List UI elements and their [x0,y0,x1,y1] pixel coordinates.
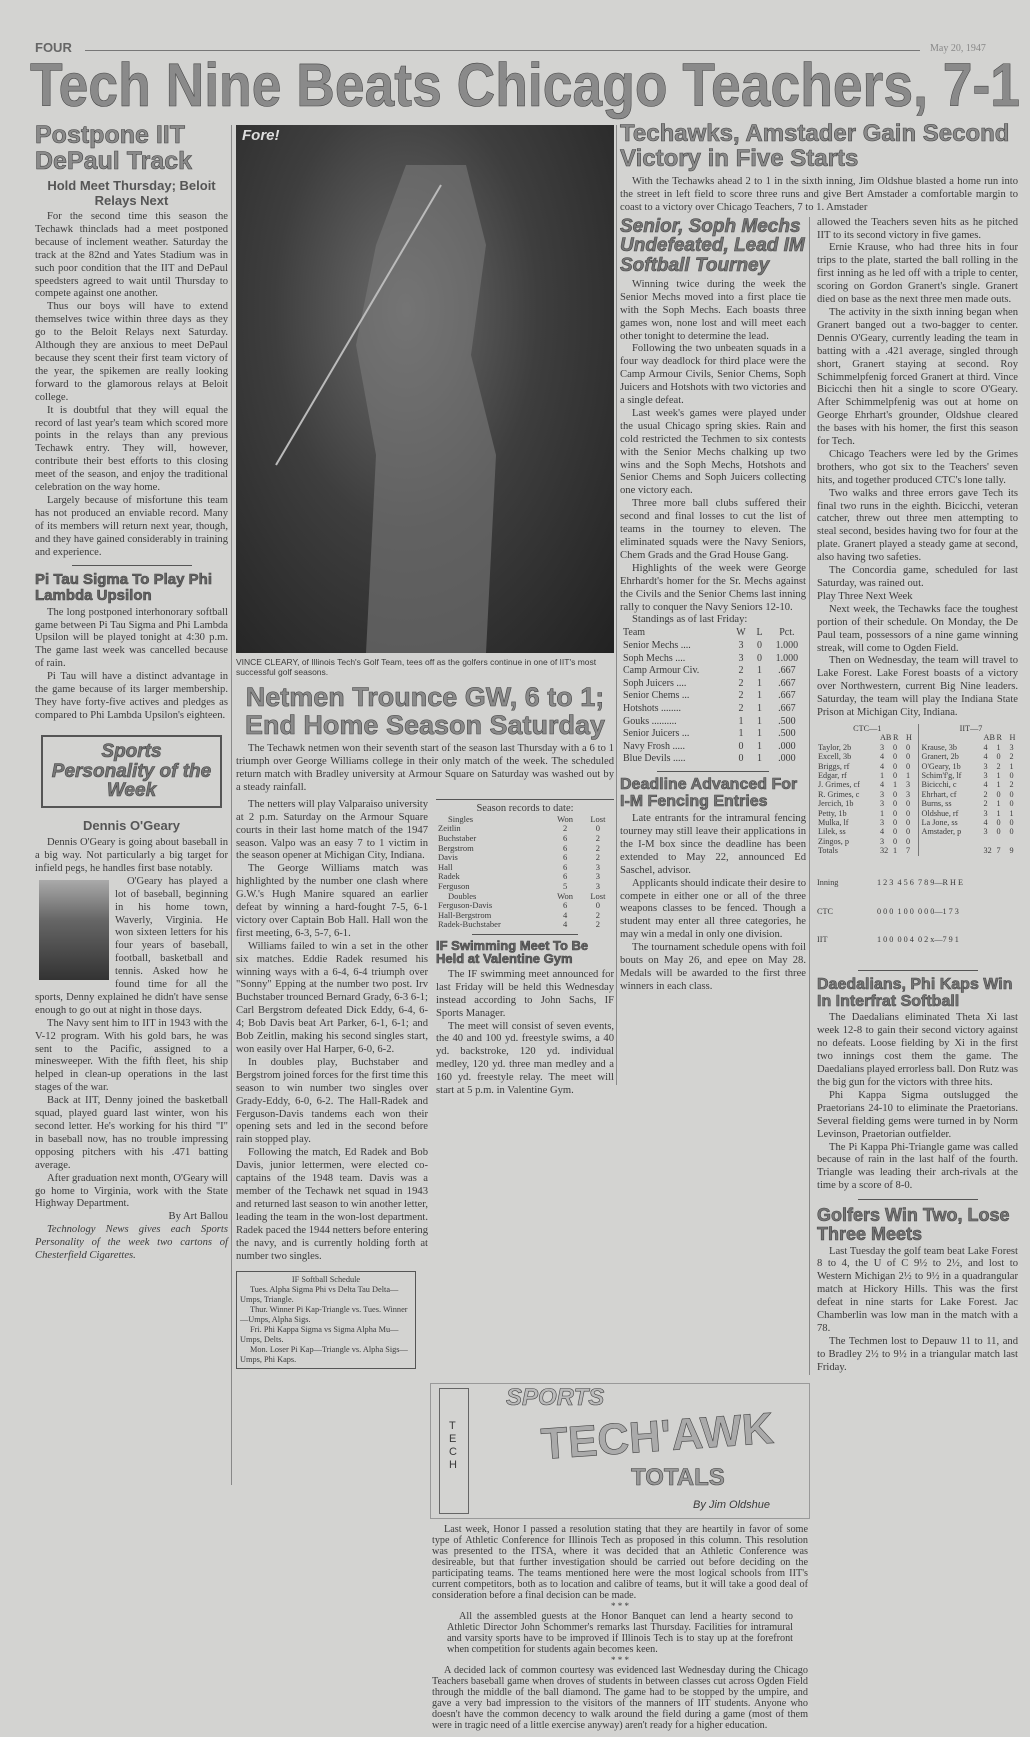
schedule-item: Mon. Loser Pi Kap—Triangle vs. Alpha Sigs—Umps, Phi Kaps. [240,1345,408,1365]
batter-row: Oldshue, rf 3 1 1 [921,808,1014,818]
batter-row: La Jone, ss 4 0 0 [921,818,1014,828]
paragraph: The Concordia game, scheduled for last Saturday, was rained out. [817,565,1018,589]
techawks-headline: Techawks, Amstader Gain Second Victory in Five Starts [620,120,1010,172]
sports-personality-box: Sports Personality of the Week [41,735,222,808]
batter-row: Zingos, p 3 0 0 [818,836,911,846]
paragraph: Chicago Teachers were led by the Grimes brothers, who got six to the Teachers' seven hits, and together produced CTC's lone tally. [817,448,1018,486]
record-row: Radek-Buchstaber 4 2 [438,919,601,930]
paragraph: Two walks and three errors gave Tech its final two runs in the eighth. Bicicchi, veteran catcher, threw out three men attempting to steal second, besides having two for four at the plate. Granert played a steady game at second, also having two safeties. [817,487,1018,564]
paragraph: Following the two unbeaten squads in a four way deadlock for third place were the Camp Armour Civils, Senior Chems, Soph Juicers and Hotshots with two victories and a single defeat. [620,343,806,407]
batter-row: Schim'f'g, lf 3 1 0 [921,771,1014,780]
standings-row: Soph Juicers .... 2 1 .667 [623,677,796,689]
paragraph: Pi Tau will have a distinct advantage in the game because of its larger membership. They have forty-five actives and pledges as compared to Phi Lambda Upsilon's eighteen. [35,671,228,721]
record-row: Bergstrom 6 2 [438,842,601,853]
article-headline: IF Swimming Meet To Be Held at Valentine Gym [436,937,589,967]
golfers-article [817,1206,1018,1375]
line-score: Inning 1 2 3 4 5 6 7 8 9—R H E CTC 0 0 0 1 0 0 0 0 0—1 7 3 IIT 1 0 0 0 0 4 0 2 x—7 9 1 [817,877,963,945]
techawks-lead: With the Techawks ahead 2 to 1 in the sixth inning, Jim Oldshue blasted a home run into the street in left field to score three runs and give Bert Amstader a comfortable margin to coast to a victory over Chicago Teachers, 7 to 1. Amstader [620,175,1018,213]
schedule-item: Thur. Winner Pi Kap-Triangle vs. Tues. Winner—Umps, Alpha Sigs. [240,1305,408,1325]
season-records: Season records to date: Singles Won Lost Zeitlin 2 0 Buchstaber 6 2 Bergstrom 6 2 Davis 6 2 Hall 6 3 Radek 6 3 Ferguson 5 3 Doubles Won Lost Ferguson-Davis 6 0 Hall-Bergstrom 4 2 Radek-Buchstaber 4 2 [436,799,614,939]
article-subhead: Hold Meet Thursday; Beloit Relays Next [47,178,216,208]
totals-row: 32 7 9 [983,846,1014,856]
standings-row: Blue Devils ..... 0 1 .000 [623,753,796,765]
divider [72,565,192,566]
standings-row: Hotshots ........ 2 1 .667 [623,702,796,714]
record-row: Hall-Bergstrom 4 2 [438,909,601,920]
paragraph: The Techmen lost to Depauw 11 to 11, and to Bradley 2½ to 9½ in a triangular match last Friday. [817,1335,1018,1373]
paragraph: The netters will play Valparaiso university at 2 p.m. Saturday on the Armour Square courts in their last home match of the 1947 season. Valpo was an easy 7 to 1 victim in the season opener at Michigan City, Indiana. [236,798,428,862]
batter-row: Jercich, 1b 3 0 0 [818,799,911,809]
standings-row: Camp Armour Civ. 2 1 .667 [623,665,796,677]
batter-row: J. Grimes, cf 4 1 3 [818,780,911,790]
paragraph: The activity in the sixth inning began when Granert banged out a two-bagger to center. Dennis O'Geary, currently leading the team in batting with a .421 average, singled through short, Granert staying at second. Roy Schimmelpfenig forced Granert at third. Vince Bicicchi then hit a single to score O'Geary. After Schimmelpfenig was out at home on George Ehrhart's grounder, Oldshue cleared the bases with his homer, the first this season for Tech. [817,306,1018,448]
netmen-headline: Netmen Trounce GW, 6 to 1; End Home Season Saturday [244,682,606,741]
article-headline: Pi Tau Sigma To Play Phi Lambda Upsilon [35,571,212,605]
paragraph: All the assembled guests at the Honor Banquet can lend a hearty second to Athletic Director John Schommer's remarks last Thursday. Facilities for intramural and varsity sports have to be improved if Illinois Tech is to stay up at the forefront when competition for students again becomes keen. [447,1611,793,1655]
batter-row: R. Grimes, c 3 0 3 [818,789,911,799]
record-row: Hall 6 3 [438,861,601,872]
paragraph: It is doubtful that they will equal the record of last year's team which scored more points in the relays than any previous Techawk entry. They will, however, contribute their best efforts to this closing meet of the season, and enjoy the traditional celebration on the way home. [35,404,228,494]
page-number: FOUR [35,40,72,55]
golfer-silhouette [236,125,614,653]
softball-schedule-box: IF Softball Schedule Tues. Alpha Sigma Phi vs Delta Tau Delta—Umps, Triangle. Thur. Winner Pi Kap-Triangle vs. Tues. Winner—Umps, Alpha Sigs. Fri. Phi Kappa Sigma vs Sigma Alpha Mu—Umps, Delts. Mon. Loser Pi Kap—Triangle vs. Alpha Sigs—Umps, Phi Kaps. [236,1271,416,1369]
personality-article [35,814,228,1263]
postpone-article [35,122,228,559]
photo-label: Fore! [242,127,280,144]
paragraph: The meet will consist of seven events, the 40 and 100 yd. freestyle swims, a 40 yd. backstroke, 120 yd. individual medley, 120 yd. three man medley and a 160 yd. freestyle relay. The meet will start at 5 p.m. in Valentine Gym. [436,1020,614,1097]
schedule-item: Fri. Phi Kappa Sigma vs Sigma Alpha Mu—Umps, Delts. [240,1325,399,1345]
photo-caption: VINCE CLEARY, of Illinois Tech's Golf Team, tees off as the golfers continue in one of IIT's most successful golf seasons. [236,657,597,677]
batter-row: O'Geary, 1b 3 2 1 [921,761,1014,771]
paragraph: Back at IIT, Denny joined the basketball squad, played guard last winter, won his second letter. He's working for his third "I" in baseball now, has no trouble impressing opposing pitchers with his .471 batting average. [35,1095,228,1171]
batter-row: Mulka, lf 3 0 0 [818,818,911,828]
golf-photo [236,125,614,653]
paragraph: The tournament schedule opens with foil bouts on May 26, and epee on May 28. Medals will be awarded to the first three winners in each class. [620,942,806,992]
batter-row: Amstader, p 3 0 0 [921,827,1014,837]
paragraph: After graduation next month, O'Geary will go home to Virginia, work with the State Highway Department. [35,1172,228,1210]
paragraph: Next week, the Techawks face the toughest portion of their schedule. On Monday, the De Paul team, possessors of a nine game winning streak, will come to Ogden Field. [817,603,1018,654]
column-one [35,122,228,1263]
issue-date: May 20, 1947 [930,43,986,54]
paragraph: The Navy sent him to IIT in 1943 with the V-12 program. With his gold bars, he was sent to the Pacific, assigned to a minesweeper. With the fifth fleet, his ship helped in clean-up operations in the last stages of the war. [35,1017,228,1094]
techawk-totals-logo: TECH SPORTS TECH'AWK TOTALS By Jim Oldshue [430,1383,810,1519]
standings-table: Team W L Pct. Senior Mechs .... 3 0 1.000 Soph Mechs .... 3 0 1.000 Camp Armour Civ. 2 1 .667 Soph Juicers .... 2 1 .667 Senior Chems ... 2 1 .667 Hotshots ........ 2 1 .667 Gouks .......... 1 1 .500 Senior Juicers ... 1 1 .500 Navy Frosh ..... 0 1 .000 Blue Devils ..... 0 1 .000 [620,627,806,766]
paragraph: Phi Kappa Sigma outslugged the Praetorians 24-10 to eliminate the Praetorians. Several fielding gems were turned in by Norm Levinson, Praetorian outfielder. [817,1089,1018,1140]
pitau-article [35,572,228,722]
paragraph: Thus our boys will have to extend themselves twice within three days as they go to the Beloit Relays next Saturday. Although they are anxious to meet DePaul because they scent their first team victory of the year, the spikemen are really looking forward to the glamorous relays at Beloit college. [35,301,228,403]
totals-row: Totals 32 1 7 [818,846,911,856]
paragraph: Winning twice during the week the Senior Mechs moved into a first place tie with the Soph Mechs. Each boasts three games won, none lost and will meet each other tonight to determine the lead. [620,278,806,342]
column-two [236,125,614,1369]
daedalians-article [817,977,1018,1193]
batter-row: Taylor, 2b 3 0 0 [818,742,911,752]
record-row: Davis 6 2 [438,852,601,863]
column-rule [616,125,617,1085]
footer-note: Technology News gives each Sports Personality of the week two cartons of Chesterfield Cigarettes. [35,1224,228,1262]
paragraph: Last week's games were played under the usual Chicago spring skies. Rain and cold restricted the Techmen to six contests with the Senior Mechs chalking up two wins and the Soph Mechs, Hotshots and Senior Chems and Soph Juicers collecting one victory each. [620,407,806,497]
column-body: Last week, Honor I passed a resolution stating that they are heartily in favor of some type of Athletic Conference for Illinois Tech as proposed in this column. This resolution was presented to the ITSA, where it was decided that an Athletic Conference was desireable, but that further investigation should be carried out before deciding on the participating teams. The teams mentioned here were the most logical schools from IIT's current competitors, both as to location and calibre of teams, but it will take a good deal of consideration before a final decision can be made. * * * All the assembled guests at the Honor Banquet can lend a hearty second to Athletic Director John Schommer's remarks last Thursday. Facilities for intramural and varsity sports have to be improved if Illinois Tech is to stay up at the forefront when competition for students again becomes keen. * * * A decided lack of common courtesy was evidenced last Wednesday during the Chicago Teachers baseball game when droves of students in between classes cut across Ogden Field through the middle of the ball diamond. The game had to be stopped by the umpire, and gave a very bad impression to the visitors of the manners of IIT students. Anyone who doesn't have the common decency to walk around the field during a game (most of them were in tragic need of a little exercise anyway) aren't ready for a higher education. [432,1524,808,1731]
fencing-headline: Deadline Advanced For I-M Fencing Entries [620,775,798,810]
swim-article [436,939,614,1098]
article-headline: Golfers Win Two, Lose Three Meets [817,1205,1010,1244]
column-three [620,217,810,1375]
batter-row: Lilek, ss 4 0 0 [818,827,911,837]
paragraph: The IF swimming meet announced for last Friday will be held this Wednesday instead according to John Sachs, IF Sports Manager. [436,968,614,1019]
paragraph: Late entrants for the intramural fencing tourney may still leave their applications in the I-M box since the deadline has been extended to May 22, announced Ed Saschel, advisor. [620,813,806,876]
record-row: Radek 6 3 [438,871,601,882]
paragraph: Following the match, Ed Radek and Bob Davis, junior lettermen, were elected co-captains of the 1948 team. Davis was a member of the Techawk net squad in 1943 and returned last season to win another letter, leading the team in the won-lost department. Radek paced the 1944 netters before entering the navy, and is currently holding forth at number two singles. [236,1147,428,1262]
paragraph: Last week, Honor I passed a resolution stating that they are heartily in favor of some type of Athletic Conference for Illinois Tech as proposed in this column. This resolution was presented to the ITSA, where it was decided that an Athletic Conference was desireable, but that further investigation should be carried out before deciding on the participating teams. The teams mentioned here were the most logical schools from IIT's current competitors, both as to location and calibre of teams, but it will take a good deal of consideration before a final decision can be made. [432,1524,808,1601]
record-row: Buchstaber 6 2 [438,832,601,843]
batter-row: Edgar, rf 1 0 1 [818,771,911,780]
paragraph: Then on Wednesday, the team will travel to Lake Forest. Lake Forest boasts of a victory over Northwestern, current Big Nine leaders. Saturday, the team will play the Indiana State Prison at Michigan City, Indiana. [817,655,1018,719]
paragraph: Dennis O'Geary is going about baseball in a big way. Not particularly a big target for infield pegs, he handles first base notably. [35,837,228,874]
article-headline: Postpone IIT DePaul Track [35,121,193,175]
netmen-body [236,799,428,1370]
personality-name: Dennis O'Geary [82,818,181,834]
portrait-photo [39,880,109,980]
standings-title: Standings as of last Friday: [632,614,748,626]
subhead: Play Three Next Week [817,590,913,602]
column-four [817,217,1018,1375]
article-headline: Daedalians, Phi Kaps Win In Interfrat Softball [817,976,1013,1010]
netmen-sidebar [436,799,614,1370]
techawk-totals-section [430,1383,810,1731]
paragraph: The George Williams match was highlighted by the number one clash where G.W.'s Hugh Manire squared an earlier defeat by winning a hard-fought 7-5, 6-1 victory over Captain Bob Hall. Hall won the first meeting, 6-3, 5-7, 6-1. [236,863,428,939]
paragraph: Three more ball clubs suffered their second and final losses to cut the list of teams in the tourney to eleven. The eliminated squads were the Navy Seniors, Chem Grads and the Grad House Gang. [620,498,806,561]
batter-row: Bicicchi, c 4 1 2 [921,780,1014,790]
batter-row: Burns, ss 2 1 0 [921,799,1014,809]
paragraph: The long postponed interhonorary softball game between Pi Tau Sigma and Phi Lambda Upsilon will be played tonight at 4:30 p.m. The game last week was cancelled because of rain. [35,606,228,670]
paragraph: Williams failed to win a set in the other six matches. Eddie Radek resumed his winning ways with a 6-4, 6-4 triumph over "Sonny" Epping at the number two post. Irv Buchstaber trounced Bernard Grady, 6-3 6-1; Carl Bergstrom defeated Dick Eddy, 6-4, 6-4; Bob Davis beat Art Parker, 6-1, 6-1; and Bob Zeitlin, making his second singles start, won easily over Hal Harper, 6-0, 6-2. [236,940,428,1055]
standings-row: Senior Juicers ... 1 1 .500 [623,728,796,740]
paragraph: In doubles play, Buchstaber and Bergstrom joined forces for the first time this season to win number two singles over Grady-Eddy, 6-0, 6-2. The Hall-Radek and Ferguson-Davis tandems each won their opening sets and led in the second before rain stopped play. [236,1056,428,1146]
paragraph: For the second time this season the Techawk thinclads had a meet postponed because of inclement weather. Saturday the track at the 82nd and Yates Stadium was in such poor condition that the IIT and DePaul speedsters agreed to wait until Thursday to compete against one another. [35,211,228,300]
paragraph: The Pi Kappa Phi-Triangle game was called because of rain in the last half of the fourth. Triangle was leading their arch-rivals at the time by a score of 8-0. [817,1141,1018,1192]
standings-row: Senior Chems ... 2 1 .667 [623,690,796,702]
schedule-item: Tues. Alpha Sigma Phi vs Delta Tau Delta—Umps, Triangle. [240,1285,399,1305]
record-row: Zeitlin 2 0 [438,823,601,834]
paragraph: Highlights of the week were George Ehrhardt's homer for the Sr. Mechs against the Civils and the Senior Chems last inning rally to conquer the Navy Seniors 12-10. [620,562,806,613]
article-headline: Senior, Soph Mechs Undefeated, Lead IM Softball Tourney [620,215,805,277]
standings-row: Gouks .......... 1 1 .500 [623,715,796,727]
byline: By Art Ballou [168,1211,228,1223]
batter-row: Briggs, rf 4 0 0 [818,761,911,771]
standings-row: Navy Frosh ..... 0 1 .000 [623,740,796,752]
record-row: Ferguson 5 3 [438,880,601,891]
techawks-section [620,122,1018,1375]
paragraph: A decided lack of common courtesy was evidenced last Wednesday during the Chicago Teachers baseball game when droves of students in between classes cut across Ogden Field through the middle of the ball diamond. The game had to be stopped by the umpire, and gave a very bad impression to the visitors of the manners of IIT students. Anyone who doesn't have the common decency to walk around the field during a game (most of them were in tragic need of a little exercise anyway) aren't ready for a higher education. [432,1665,808,1731]
batter-row: Krause, 3b 4 1 3 [921,742,1014,752]
record-row: Ferguson-Davis 6 0 [438,900,601,911]
box-score: CTC—1 AB R H Taylor, 2b 3 0 0 Excell, 3b 4 0 0 Briggs, rf 4 0 0 Edgar, rf 1 0 1 J. Grimes, cf 4 1 3 R. Grimes, c 3 0 3 Jercich, 1b 3 0 0 Petty, 1b 1 0 0 Mulka, lf 3 0 0 Lilek, ss 4 0 0 Zingos, p 3 0 0 Totals 32 1 7 IIT—7 AB R H Krause, 3b 4 1 3 Granert, 2b 4 0 2 O'Geary, 1b 3 2 1 Schim'f'g, lf 3 1 0 Bicicchi, c 4 1 2 Ehrhart, cf 2 0 0 Burns, ss 2 1 0 Oldshue, rf 3 1 1 La Jone, ss 4 0 0 Amstader, p 3 0 0 32 7 9 [817,724,1018,856]
netmen-lead: The Techawk netmen won their seventh start of the season last Thursday with a 6 to 1 triumph over George Williams college in their only match of the week. The scheduled return match with Bradley university at Armour Square on Saturday was washed out by a steady rainfall. [236,743,614,793]
paragraph: Ernie Krause, who had three hits in four trips to the plate, started the ball rolling in the first inning as he led off with a triple to center, scoring on Gordon Granert's single. Granert died on base as the next three men made outs. [817,242,1018,306]
paragraph: The Daedalians eliminated Theta Xi last week 12-8 to gain their second victory against no defeats. Loose fielding by Xi in the first two innings cost them the game. The Daedalians played errorless ball. Don Rutz was the big gun for the victors with three hits. [817,1012,1018,1088]
paragraph: Last Tuesday the golf team beat Lake Forest 8 to 4, the U of C 9½ to 2½, and lost to Western Michigan 2½ to 9½ in a quadrangular match at Hickory Hills. This was the first defeat in nine starts for Lake Forest. Jac Chamberlin was low man in the match with a 78. [817,1245,1018,1334]
batter-row: Granert, 2b 4 0 2 [921,752,1014,762]
paragraph: O'Geary has played a lot of baseball, beginning in his home town, Waverly, Virginia. He won sixteen letters for his four years of baseball, football, basketball and tennis. Asked how he found time for all the sports, Denny explained he didn't have sense enough to go out at night in those days. [35,875,228,1016]
batter-row: Ehrhart, cf 2 0 0 [921,789,1014,799]
standings-row: Soph Mechs .... 3 0 1.000 [623,652,799,664]
paragraph: Largely because of misfortune this team has not produced an enviable record. Many of its members will return next year, though, and they have gained considerably in training and experience. [35,494,228,558]
main-headline: Tech Nine Beats Chicago Teachers, 7-1 [30,51,1021,119]
techawks-body: allowed the Teachers seven hits as he pitched IIT to its second victory in five games. Ernie Krause, who had three hits in four trips to the plate, started the ball rolling in the first inning as he led off with a triple to center, scoring on Gordon Granert's single. Granert died on base as the next three men made outs. The activity in the sixth inning began when Granert banged out a two-bagger to center. Dennis O'Geary, currently leading the team in batting with a .421 average, singled through short, Granert staying at second. Roy Schimmelpfenig forced Granert at third. Vince Bicicchi then hit a single to score O'Geary. After Schimmelpfenig was out at home on George Ehrhart's grounder, Oldshue cleared the bases with his homer, the first this season for Tech. Chicago Teachers were led by the Grimes brothers, who got six to the Teachers' seven hits, and together produced CTC's lone tally. Two walks and three errors gave Tech its final two runs in the eighth. Bicicchi, veteran catcher, threw out three men attempting to steal second, besides having two for four at the plate. Granert played a steady game at second, also having two safeties. The Concordia game, scheduled for last Saturday, was rained out. Play Three Next Week Next week, the Techawks face the toughest portion of their schedule. On Monday, the De Paul team, possessors of a nine game winning streak, will come to Ogden Field. Then on Wednesday, the team will travel to Lake Forest. Lake Forest boasts of a victory over Northwestern, current Big Nine leaders. Saturday, the team will play the Indiana State Prison at Michigan City, Indiana. [817,216,1018,719]
paragraph: Applicants should indicate their desire to compete in either one or all of the three weapons classes to be fenced. Though a student may enter all three categories, he may win a medal in only one division. [620,877,806,941]
batter-row: Petty, 1b 1 0 0 [818,808,911,818]
batter-row: Excell, 3b 4 0 0 [818,752,911,762]
column-rule [231,125,232,1485]
standings-row: Senior Mechs .... 3 0 1.000 [623,639,799,651]
